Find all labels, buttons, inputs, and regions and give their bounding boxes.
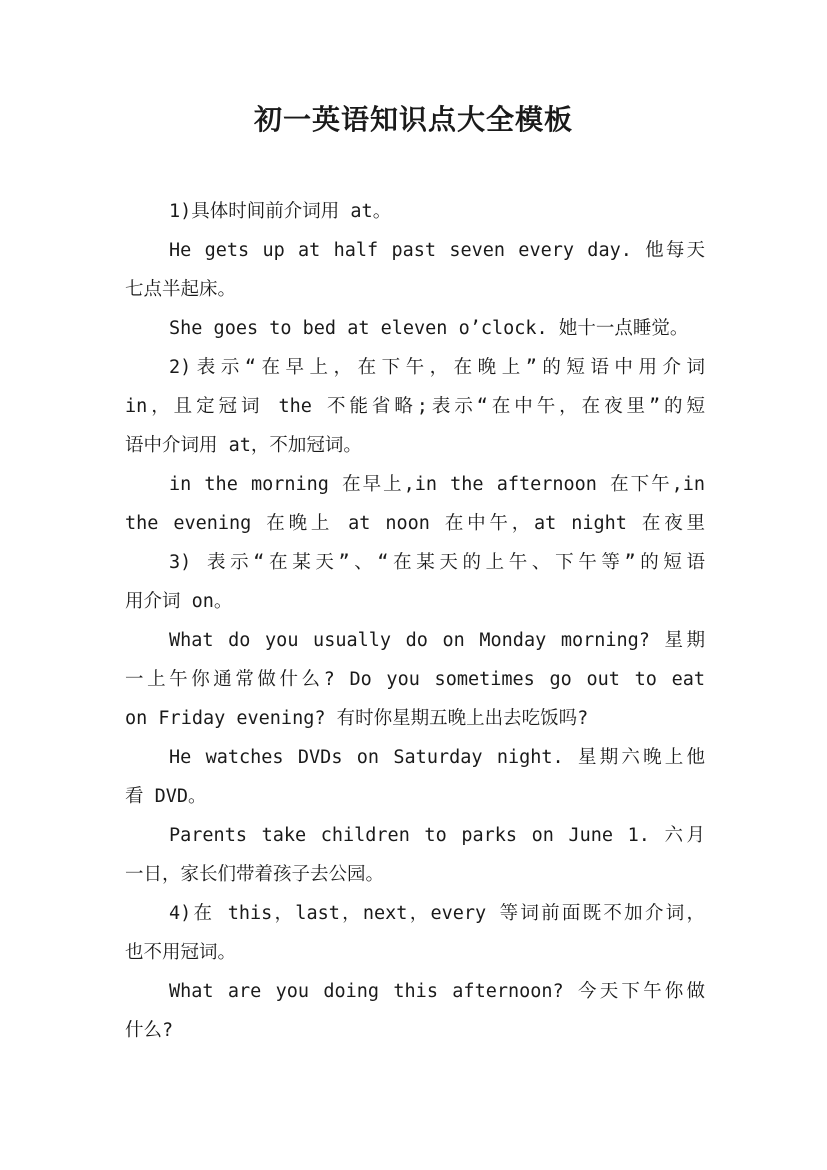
paragraph-line: What do you usually do on Monday morning? 星期 [169,630,705,651]
paragraph-line: 3) 表示“在某天”、“在某天的上午、下午等”的短语 [169,552,705,573]
document-body [125,192,705,1050]
paragraph-line: 4)在 this，last，next，every 等词前面既不加介词， [169,903,705,924]
paragraph-line: Parents take children to parks on June 1. 六月 [169,825,705,846]
paragraph-line: 一日，家长们带着孩子去公园。 [125,864,385,885]
paragraph-line: He gets up at half past seven every day. 他每天 [169,240,705,261]
document-title: 初一英语知识点大全模板 [253,103,573,136]
paragraph-line: 一上午你通常做什么? Do you sometimes go out to eat [125,669,705,690]
paragraph-line: in the morning 在早上,in the afternoon 在下午,in [169,474,705,495]
paragraph-line: 看 DVD。 [125,786,207,807]
paragraph-line: in，且定冠词 the 不能省略;表示“在中午，在夜里”的短 [125,396,705,417]
paragraph-line: She goes to bed at eleven o’clock. 她十一点睡觉。 [169,318,689,339]
paragraph-line: 用介词 on。 [125,591,233,612]
paragraph-line: What are you doing this afternoon? 今天下午你做 [169,981,705,1002]
paragraph-line: He watches DVDs on Saturday night. 星期六晚上他 [169,747,705,768]
paragraph-line: 什么? [125,1020,174,1041]
paragraph-line: 2)表示“在早上，在下午，在晚上”的短语中用介词 [169,357,705,378]
paragraph-line: 语中介词用 at，不加冠词。 [125,435,362,456]
paragraph-line: 1)具体时间前介词用 at。 [169,201,392,222]
paragraph-line: 也不用冠词。 [125,942,237,963]
paragraph-line: 七点半起床。 [125,279,237,300]
paragraph-line: the evening 在晚上 at noon 在中午，at night 在夜里 [125,513,705,534]
paragraph-line: on Friday evening? 有时你星期五晚上出去吃饭吗? [125,708,589,729]
